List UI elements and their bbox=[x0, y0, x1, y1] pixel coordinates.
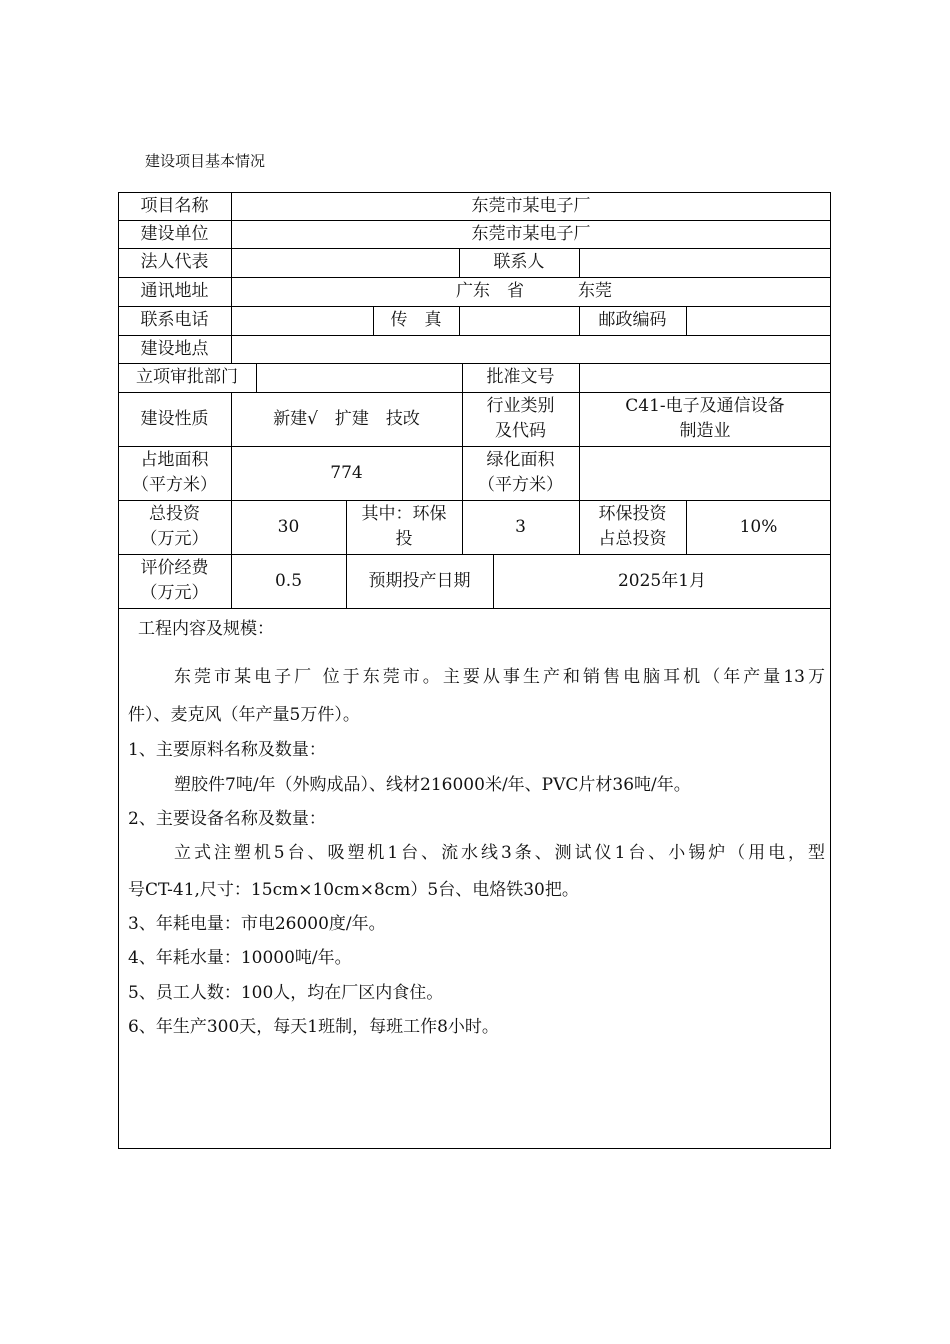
content-title: 工程内容及规模： bbox=[138, 619, 274, 639]
item2-title: 2、主要设备名称及数量： bbox=[128, 809, 326, 829]
industry-value-line1: C41-电子及通信设备 bbox=[625, 396, 785, 416]
legal-rep-label: 法人代表 bbox=[140, 252, 209, 272]
project-name-label: 项目名称 bbox=[140, 195, 209, 216]
item2-line-2: 号CT-41,尺寸：15cm×10cm×8cm）5台、电烙铁30把。 bbox=[128, 880, 579, 900]
site-label: 建设地点 bbox=[140, 338, 209, 359]
start-date-value: 2025年1月 bbox=[617, 570, 707, 591]
eval-fee-label-line1: 评价经费 bbox=[140, 558, 209, 578]
env-ratio-value: 10% bbox=[739, 516, 778, 537]
item6: 6、年生产300天，每天1班制，每班工作8小时。 bbox=[128, 1017, 499, 1037]
approval-no-value bbox=[579, 363, 831, 392]
phone-value bbox=[231, 306, 373, 335]
intro-line-2: 件）、麦克风（年产量5万件）。 bbox=[128, 705, 360, 725]
industry-label-line2: 及代码 bbox=[495, 421, 546, 441]
land-area-label bbox=[118, 446, 231, 500]
item1-text: 塑胶件7吨/年（外购成品）、线材216000米/年、PVC片材36吨/年。 bbox=[174, 775, 691, 795]
item2-line-1: 立式注塑机5台、吸塑机1台、流水线3条、测试仪1台、小锡炉（用电，型 bbox=[174, 843, 825, 863]
legal-rep-value bbox=[231, 248, 459, 277]
intro-line-1: 东莞市某电子厂 位于东莞市。主要从事生产和销售电脑耳机（年产量13万 bbox=[174, 667, 825, 687]
land-area-value: 774 bbox=[330, 462, 363, 483]
env-invest-label-line1: 其中：环保 bbox=[361, 504, 447, 524]
contact-value bbox=[579, 248, 831, 277]
env-invest-label-line2: 投 bbox=[395, 529, 413, 549]
green-area-label-line1: 绿化面积 bbox=[486, 450, 555, 470]
total-invest-label bbox=[118, 500, 231, 554]
contact-label: 联系人 bbox=[493, 252, 545, 272]
address-province: 广东 省 bbox=[456, 281, 524, 301]
builder-value: 东莞市某电子厂 bbox=[471, 223, 591, 244]
env-invest-value: 3 bbox=[515, 516, 526, 537]
env-ratio-label-line1: 环保投资 bbox=[598, 504, 667, 524]
green-area-label-line2: （平方米） bbox=[478, 475, 563, 495]
item5: 5、员工人数：100人，均在厂区内食住。 bbox=[128, 983, 444, 1003]
eval-fee-label bbox=[118, 554, 231, 608]
item4: 4、年耗水量：10000吨/年。 bbox=[128, 948, 352, 968]
nature-label: 建设性质 bbox=[140, 408, 209, 429]
env-invest-label bbox=[346, 500, 462, 554]
address-city: 东莞 bbox=[578, 281, 612, 301]
green-area-value bbox=[579, 446, 831, 500]
item1-title: 1、主要原料名称及数量： bbox=[128, 740, 326, 760]
address-label: 通讯地址 bbox=[140, 281, 209, 301]
total-invest-label-line1: 总投资 bbox=[149, 504, 200, 524]
green-area-label bbox=[462, 446, 579, 500]
site-value bbox=[231, 335, 831, 363]
eval-fee-value: 0.5 bbox=[274, 570, 303, 591]
project-name-value: 东莞市某电子厂 bbox=[471, 195, 591, 216]
total-invest-value: 30 bbox=[277, 516, 300, 537]
table-rule bbox=[118, 608, 831, 609]
eval-fee-label-line2: （万元） bbox=[140, 583, 209, 603]
document-heading: 建设项目基本情况 bbox=[145, 152, 266, 170]
postcode-value bbox=[686, 306, 831, 335]
industry-label bbox=[462, 392, 579, 446]
industry-value-line2: 制造业 bbox=[679, 421, 731, 441]
start-date-label: 预期投产日期 bbox=[368, 570, 471, 591]
env-ratio-label-line2: 占总投资 bbox=[598, 529, 667, 549]
builder-label: 建设单位 bbox=[140, 223, 209, 244]
approval-dept-label: 立项审批部门 bbox=[136, 367, 238, 387]
industry-label-line1: 行业类别 bbox=[486, 396, 555, 416]
nature-value: 新建√ 扩建 技改 bbox=[273, 408, 420, 429]
postcode-label: 邮政编码 bbox=[598, 310, 667, 330]
phone-label: 联系电话 bbox=[140, 310, 209, 330]
total-invest-label-line2: （万元） bbox=[140, 529, 209, 549]
env-ratio-label bbox=[579, 500, 686, 554]
fax-value bbox=[459, 306, 579, 335]
industry-value bbox=[579, 392, 831, 446]
fax-label: 传 真 bbox=[390, 310, 442, 330]
item3: 3、年耗电量：市电26000度/年。 bbox=[128, 914, 386, 934]
approval-dept-value bbox=[256, 363, 462, 392]
land-area-label-line2: （平方米） bbox=[132, 475, 217, 495]
land-area-label-line1: 占地面积 bbox=[140, 450, 209, 470]
approval-no-label: 批准文号 bbox=[486, 367, 555, 387]
